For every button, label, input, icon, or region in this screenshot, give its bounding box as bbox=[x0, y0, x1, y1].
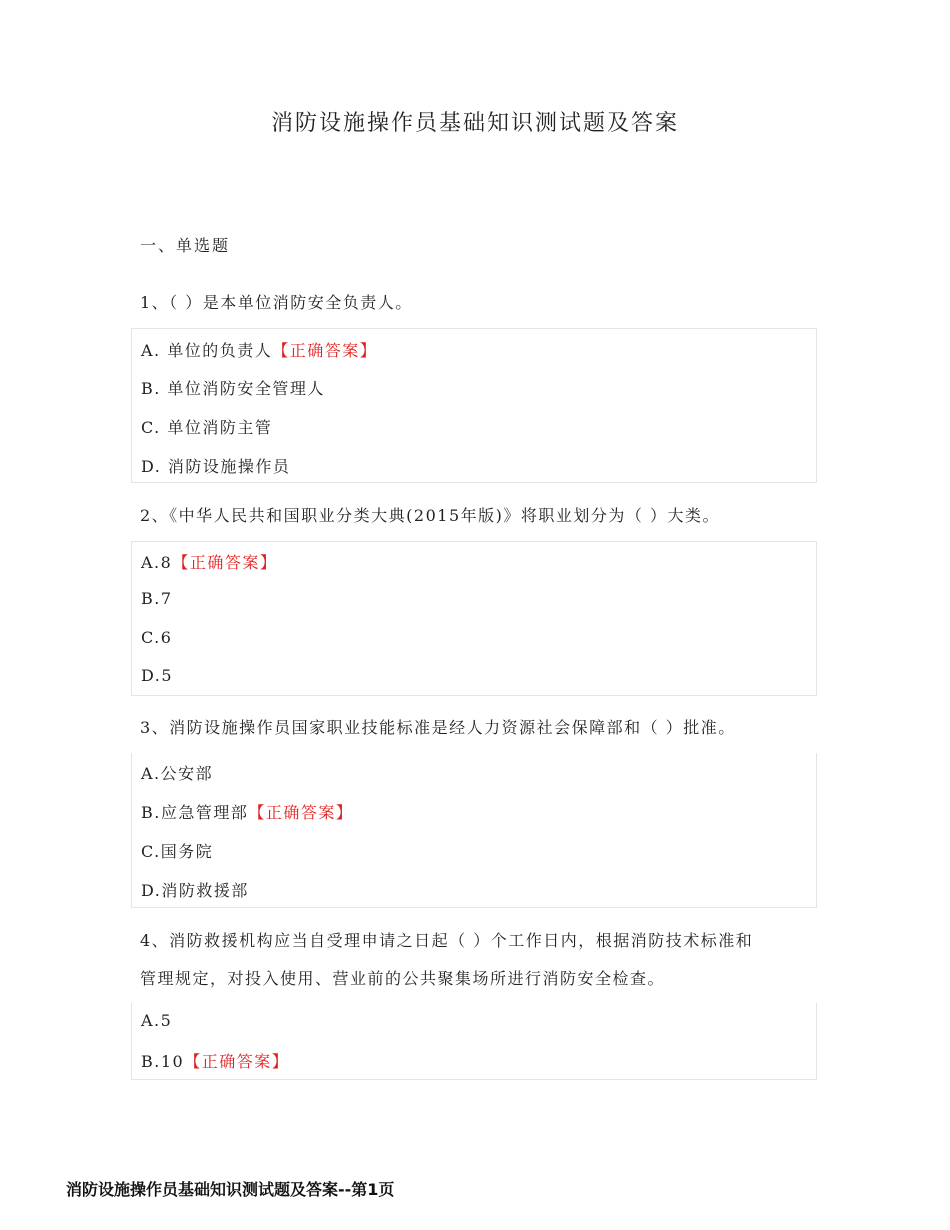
option-label: C. 单位消防主管 bbox=[141, 418, 273, 437]
option-b bbox=[141, 1049, 289, 1072]
option-label: D.5 bbox=[141, 666, 174, 685]
option-label: B. 单位消防安全管理人 bbox=[141, 379, 325, 398]
page-footer: 消防设施操作员基础知识测试题及答案--第1页 bbox=[66, 1180, 395, 1199]
options-box-4 bbox=[131, 1003, 817, 1080]
section-heading: 一、单选题 bbox=[140, 236, 231, 255]
question-3 bbox=[140, 709, 736, 747]
option-d bbox=[141, 878, 249, 901]
options-box-3 bbox=[131, 753, 817, 908]
correct-answer-tag: 【正确答案】 bbox=[272, 341, 378, 360]
option-label: C.国务院 bbox=[141, 842, 214, 861]
option-a bbox=[141, 550, 277, 573]
correct-answer-tag: 【正确答案】 bbox=[248, 803, 354, 822]
option-a bbox=[141, 338, 377, 361]
option-d bbox=[141, 454, 290, 477]
option-label: A. 单位的负责人 bbox=[141, 341, 273, 360]
option-label: A.公安部 bbox=[141, 764, 214, 783]
option-label: A.8 bbox=[141, 553, 173, 572]
option-b bbox=[141, 589, 173, 608]
option-a bbox=[141, 1011, 172, 1030]
option-c bbox=[141, 415, 272, 438]
question-1 bbox=[140, 284, 413, 322]
correct-answer-tag: 【正确答案】 bbox=[172, 553, 278, 572]
option-label: A.5 bbox=[141, 1011, 173, 1030]
correct-answer-tag: 【正确答案】 bbox=[184, 1052, 290, 1071]
option-label: C.6 bbox=[141, 628, 173, 647]
question-text: 2、《中华人民共和国职业分类大典(2015年版)》将职业划分为（ ）大类。 bbox=[140, 506, 720, 525]
option-label: B.应急管理部 bbox=[141, 803, 249, 822]
option-label: D. 消防设施操作员 bbox=[141, 457, 291, 476]
question-text-line-2: 管理规定，对投入使用、营业前的公共聚集场所进行消防安全检查。 bbox=[140, 969, 666, 988]
option-label: B.7 bbox=[141, 589, 173, 608]
option-b bbox=[141, 800, 353, 823]
options-box-2 bbox=[131, 541, 817, 696]
question-4 bbox=[140, 922, 753, 998]
option-c bbox=[141, 839, 213, 862]
question-text-line-1: 4、消防救援机构应当自受理申请之日起（ ）个工作日内，根据消防技术标准和 bbox=[140, 931, 754, 950]
option-a bbox=[141, 761, 213, 784]
option-c bbox=[141, 628, 172, 647]
question-text: 1、（ ）是本单位消防安全负责人。 bbox=[140, 293, 413, 312]
option-label: B.10 bbox=[141, 1052, 185, 1071]
options-box-1 bbox=[131, 328, 817, 483]
question-2 bbox=[140, 497, 720, 535]
option-label: D.消防救援部 bbox=[141, 881, 249, 900]
question-text: 3、消防设施操作员国家职业技能标准是经人力资源社会保障部和（ ）批准。 bbox=[140, 718, 736, 737]
option-d bbox=[141, 666, 173, 685]
option-b bbox=[141, 376, 325, 399]
page-title: 消防设施操作员基础知识测试题及答案 bbox=[270, 111, 679, 136]
